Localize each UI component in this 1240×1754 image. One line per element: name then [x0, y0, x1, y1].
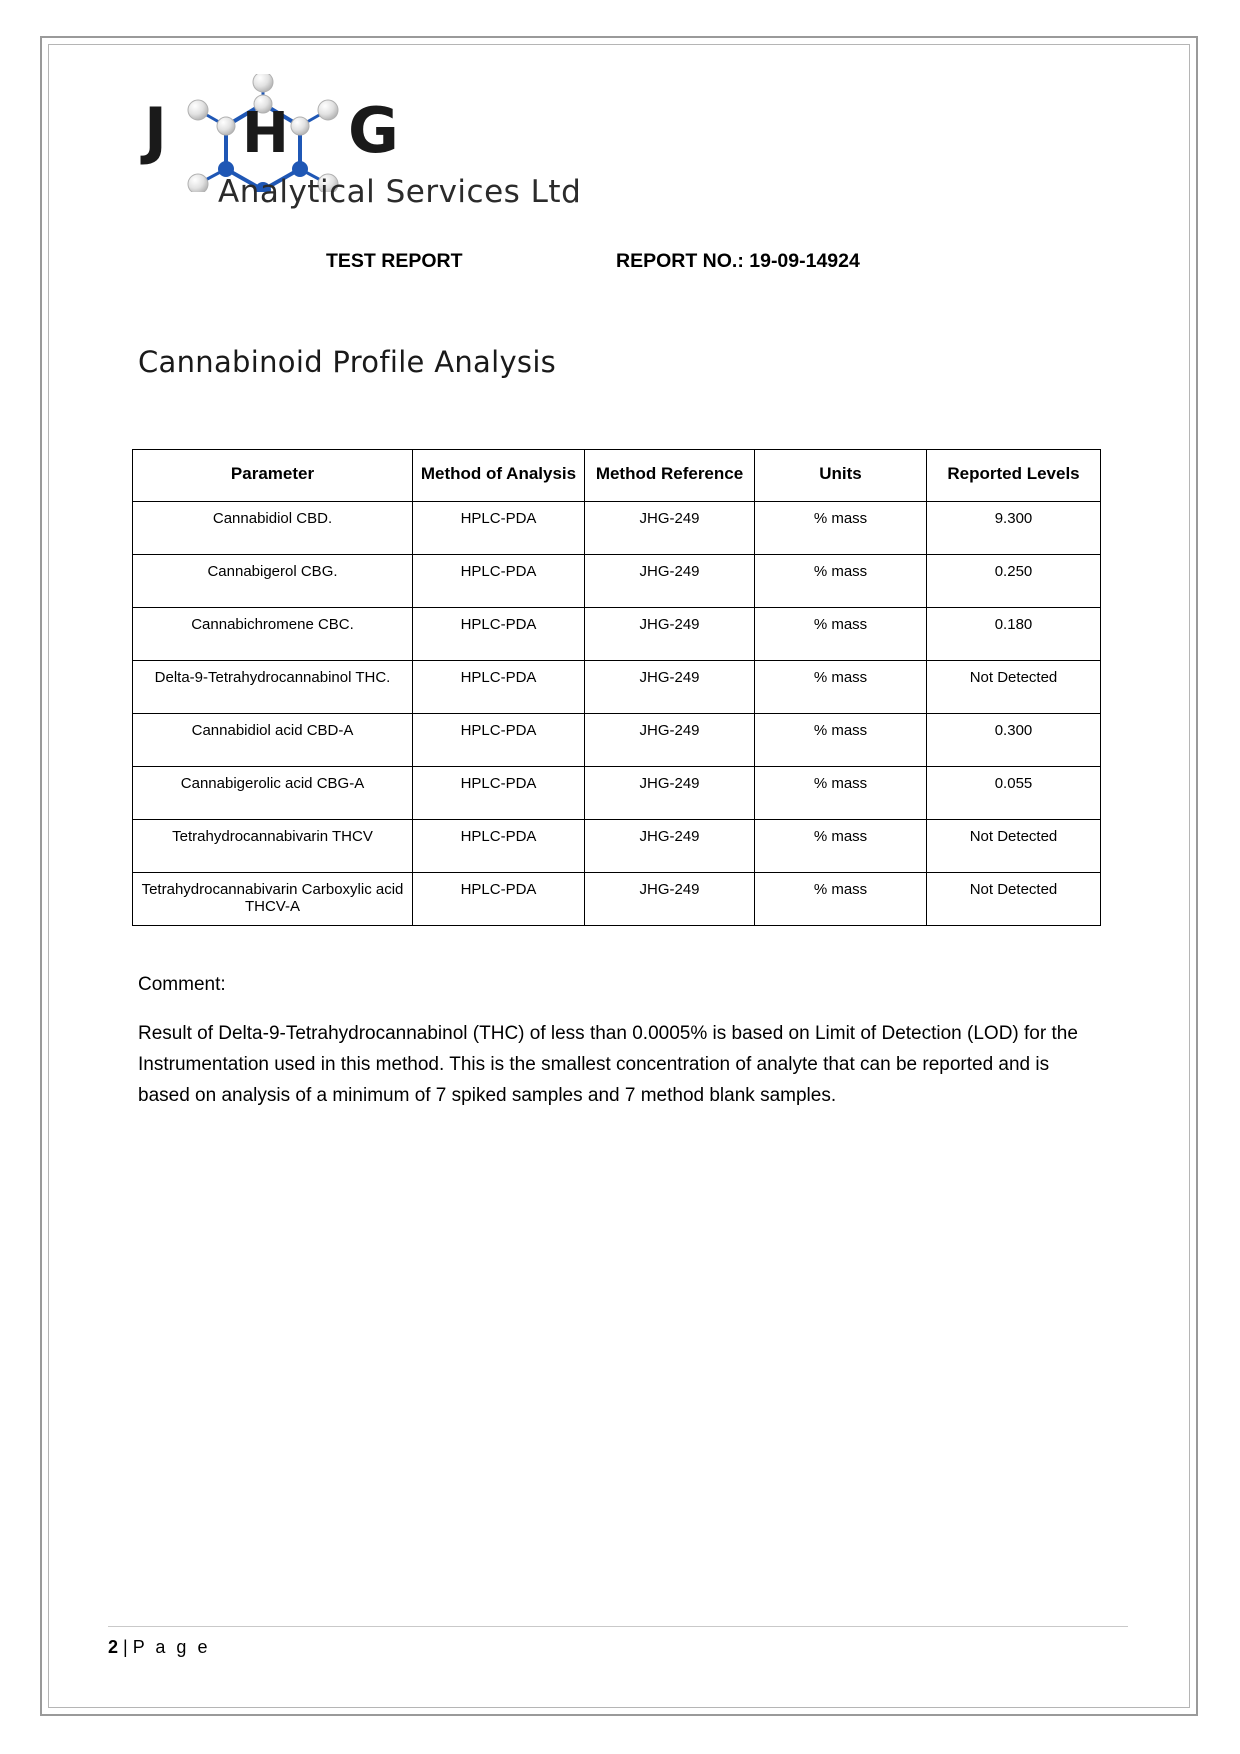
cell-units: % mass	[755, 713, 927, 766]
company-logo	[138, 74, 1212, 224]
cell-method: HPLC-PDA	[413, 713, 585, 766]
cell-parameter: Delta-9-Tetrahydrocannabinol THC.	[133, 660, 413, 713]
jhg-logo-icon	[138, 74, 438, 184]
table-row	[133, 819, 1101, 872]
cell-units: % mass	[755, 819, 927, 872]
table-row	[133, 872, 1101, 925]
cell-reference: JHG-249	[585, 713, 755, 766]
footer-separator: |	[123, 1637, 128, 1657]
column-header-method-of-analysis: Method of Analysis	[413, 450, 585, 502]
cell-units: % mass	[755, 501, 927, 554]
cell-level: Not Detected	[927, 819, 1101, 872]
table-header-row	[133, 450, 1101, 502]
cell-units: % mass	[755, 554, 927, 607]
cell-reference: JHG-249	[585, 554, 755, 607]
cell-method: HPLC-PDA	[413, 607, 585, 660]
cell-method: HPLC-PDA	[413, 766, 585, 819]
cell-level: 9.300	[927, 501, 1101, 554]
cell-parameter: Cannabichromene CBC.	[133, 607, 413, 660]
table-row	[133, 766, 1101, 819]
report-header	[326, 250, 1212, 273]
cell-reference: JHG-249	[585, 660, 755, 713]
column-header-parameter: Parameter	[133, 450, 413, 502]
cell-level: 0.055	[927, 766, 1101, 819]
table-row	[133, 660, 1101, 713]
table-row	[133, 501, 1101, 554]
footer-divider	[108, 1626, 1128, 1627]
comment-label: Comment:	[138, 973, 226, 995]
table-row	[133, 607, 1101, 660]
cell-reference: JHG-249	[585, 819, 755, 872]
cell-method: HPLC-PDA	[413, 872, 585, 925]
cell-parameter: Cannabigerol CBG.	[133, 554, 413, 607]
test-report-label: TEST REPORT	[326, 250, 463, 272]
logo-tagline: Analytical Services Ltd	[218, 174, 582, 210]
table-row	[133, 713, 1101, 766]
footer-page-number: 2	[108, 1637, 119, 1657]
cell-method: HPLC-PDA	[413, 554, 585, 607]
cell-method: HPLC-PDA	[413, 819, 585, 872]
page-title: Cannabinoid Profile Analysis	[138, 345, 557, 379]
svg-text:H: H	[242, 101, 289, 166]
cell-units: % mass	[755, 660, 927, 713]
cell-reference: JHG-249	[585, 766, 755, 819]
comment-text: Result of Delta-9-Tetrahydrocannabinol (THC) of less than 0.0005% is based on Limit of Detection (LOD) for the Instrumentation used in this method. This is the smallest concentration of analyte that can be reported and is based on analysis of a minimum of 7 spiked samples and 7 method blank samples.	[138, 1022, 1078, 1107]
column-header-units: Units	[755, 450, 927, 502]
cell-level: 0.300	[927, 713, 1101, 766]
cell-units: % mass	[755, 607, 927, 660]
footer-page-word: P a g e	[132, 1637, 211, 1657]
cell-reference: JHG-249	[585, 607, 755, 660]
table-row	[133, 554, 1101, 607]
page-footer	[108, 1626, 1128, 1658]
cell-units: % mass	[755, 872, 927, 925]
cell-parameter: Tetrahydrocannabivarin Carboxylic acid THCV-A	[133, 872, 413, 925]
page-number-footer	[108, 1637, 1128, 1658]
cell-parameter: Cannabidiol acid CBD-A	[133, 713, 413, 766]
svg-text:J: J	[144, 94, 168, 167]
cell-parameter: Tetrahydrocannabivarin THCV	[133, 819, 413, 872]
cell-reference: JHG-249	[585, 872, 755, 925]
cell-method: HPLC-PDA	[413, 660, 585, 713]
svg-text:G: G	[348, 94, 399, 167]
cannabinoid-results-table	[132, 449, 1101, 926]
cell-units: % mass	[755, 766, 927, 819]
column-header-method-reference: Method Reference	[585, 450, 755, 502]
cell-parameter: Cannabidiol CBD.	[133, 501, 413, 554]
column-header-reported-levels: Reported Levels	[927, 450, 1101, 502]
cell-level: Not Detected	[927, 660, 1101, 713]
report-number: REPORT NO.: 19-09-14924	[616, 250, 860, 272]
page-content	[40, 36, 1240, 1112]
cell-method: HPLC-PDA	[413, 501, 585, 554]
cell-level: 0.250	[927, 554, 1101, 607]
cell-level: Not Detected	[927, 872, 1101, 925]
cell-reference: JHG-249	[585, 501, 755, 554]
cell-level: 0.180	[927, 607, 1101, 660]
cell-parameter: Cannabigerolic acid CBG-A	[133, 766, 413, 819]
